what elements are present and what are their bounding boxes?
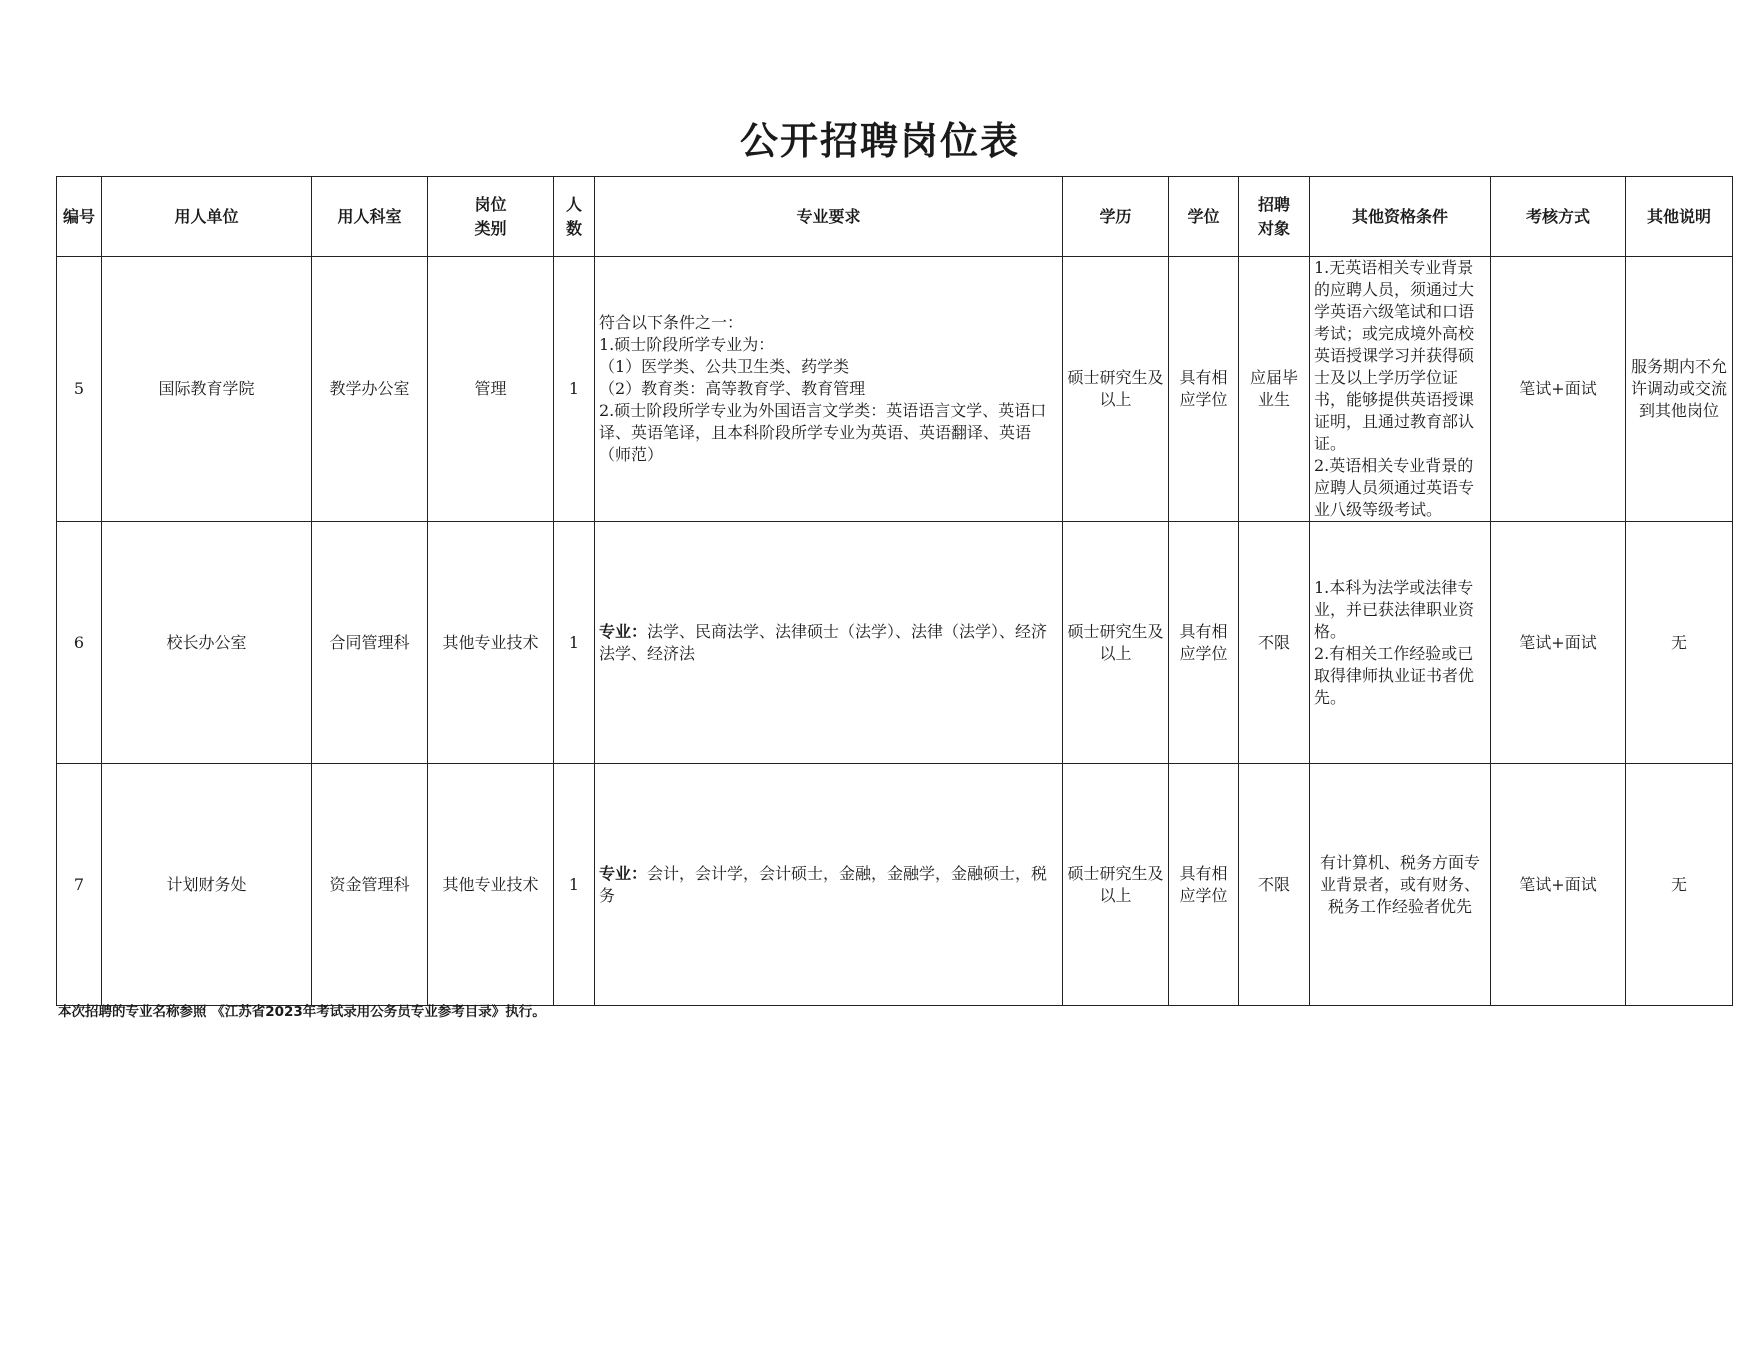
footnote: 本次招聘的专业名称参照 《江苏省2023年考试录用公务员专业参考目录》执行。 bbox=[58, 1004, 546, 1020]
header-category: 岗位 类别 bbox=[428, 177, 554, 257]
cell-exam: 笔试+面试 bbox=[1491, 764, 1626, 1006]
cell-no: 7 bbox=[57, 764, 102, 1006]
cell-unit: 校长办公室 bbox=[102, 522, 312, 764]
cell-education: 硕士研究生及以上 bbox=[1063, 257, 1169, 522]
header-dept: 用人科室 bbox=[312, 177, 428, 257]
cell-major: 专业：法学、民商法学、法律硕士（法学）、法律（法学）、经济法学、经济法 bbox=[595, 522, 1063, 764]
cell-notes: 服务期内不允许调动或交流到其他岗位 bbox=[1626, 257, 1733, 522]
cell-other-qual: 有计算机、税务方面专业背景者，或有财务、税务工作经验者优先 bbox=[1310, 764, 1491, 1006]
header-target: 招聘 对象 bbox=[1239, 177, 1310, 257]
header-other-qual: 其他资格条件 bbox=[1310, 177, 1491, 257]
cell-notes: 无 bbox=[1626, 522, 1733, 764]
table-row bbox=[57, 764, 1733, 1006]
cell-count: 1 bbox=[554, 522, 595, 764]
cell-dept: 合同管理科 bbox=[312, 522, 428, 764]
cell-category: 管理 bbox=[428, 257, 554, 522]
cell-education: 硕士研究生及以上 bbox=[1063, 522, 1169, 764]
cell-education: 硕士研究生及以上 bbox=[1063, 764, 1169, 1006]
page-title: 公开招聘岗位表 bbox=[739, 119, 1020, 163]
cell-count: 1 bbox=[554, 257, 595, 522]
table-row bbox=[57, 522, 1733, 764]
cell-exam: 笔试+面试 bbox=[1491, 257, 1626, 522]
cell-dept: 教学办公室 bbox=[312, 257, 428, 522]
table-header-row bbox=[57, 177, 1733, 257]
cell-no: 6 bbox=[57, 522, 102, 764]
header-unit: 用人单位 bbox=[102, 177, 312, 257]
cell-target: 不限 bbox=[1239, 764, 1310, 1006]
cell-major: 专业：会计，会计学，会计硕士，金融，金融学，金融硕士，税务 bbox=[595, 764, 1063, 1006]
cell-dept: 资金管理科 bbox=[312, 764, 428, 1006]
cell-unit: 计划财务处 bbox=[102, 764, 312, 1006]
job-table bbox=[56, 176, 1733, 1006]
header-notes: 其他说明 bbox=[1626, 177, 1733, 257]
header-no: 编号 bbox=[57, 177, 102, 257]
cell-major: 符合以下条件之一： 1.硕士阶段所学专业为： （1）医学类、公共卫生类、药学类 （2）教育类：高等教育学、教育管理 2.硕士阶段所学专业为外国语言文学类：英语语言文学、英语口译、英语笔译，且本科阶段所学专业为英语、英语翻译、英语（师范） bbox=[595, 257, 1063, 522]
header-exam: 考核方式 bbox=[1491, 177, 1626, 257]
cell-exam: 笔试+面试 bbox=[1491, 522, 1626, 764]
cell-category: 其他专业技术 bbox=[428, 522, 554, 764]
cell-notes: 无 bbox=[1626, 764, 1733, 1006]
cell-degree: 具有相应学位 bbox=[1169, 522, 1239, 764]
cell-target: 不限 bbox=[1239, 522, 1310, 764]
header-count: 人 数 bbox=[554, 177, 595, 257]
major-key-label: 专业： bbox=[599, 621, 648, 641]
cell-other-qual: 1.无英语相关专业背景的应聘人员，须通过大学英语六级笔试和口语考试；或完成境外高校英语授课学习并获得硕士及以上学历学位证书，能够提供英语授课证明，且通过教育部认证。 2.英语相关专业背景的应聘人员须通过英语专业八级等级考试。 bbox=[1310, 257, 1491, 522]
cell-target: 应届毕业生 bbox=[1239, 257, 1310, 522]
cell-other-qual: 1.本科为法学或法律专业，并已获法律职业资格。 2.有相关工作经验或已取得律师执业证书者优先。 bbox=[1310, 522, 1491, 764]
header-degree: 学位 bbox=[1169, 177, 1239, 257]
header-major: 专业要求 bbox=[595, 177, 1063, 257]
cell-degree: 具有相应学位 bbox=[1169, 257, 1239, 522]
cell-degree: 具有相应学位 bbox=[1169, 764, 1239, 1006]
header-education: 学历 bbox=[1063, 177, 1169, 257]
table-row bbox=[57, 257, 1733, 522]
cell-category: 其他专业技术 bbox=[428, 764, 554, 1006]
major-key-label: 专业： bbox=[599, 863, 648, 883]
cell-count: 1 bbox=[554, 764, 595, 1006]
cell-no: 5 bbox=[57, 257, 102, 522]
cell-unit: 国际教育学院 bbox=[102, 257, 312, 522]
